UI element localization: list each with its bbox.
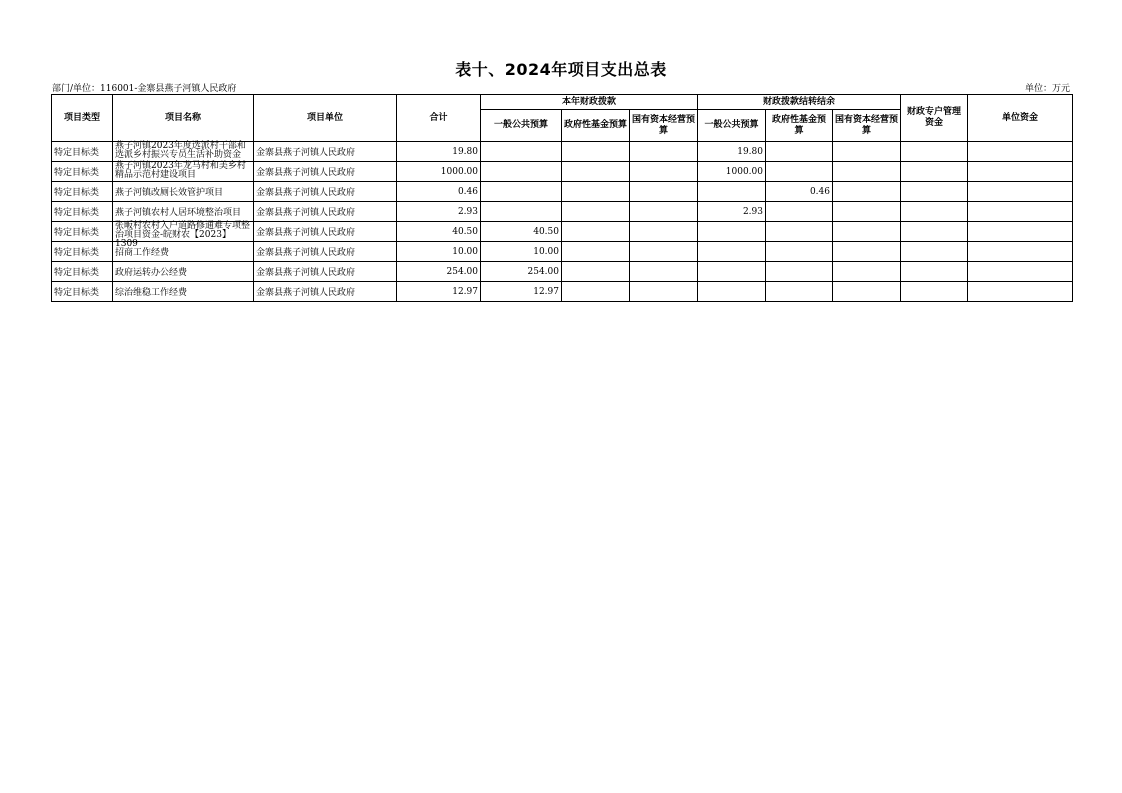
cell-project-unit: 金寨县燕子河镇人民政府 — [254, 222, 397, 242]
header-co-general-budget: 一般公共预算 — [698, 110, 766, 142]
cell-unit-fund — [968, 182, 1073, 202]
cell-cy-state-capital — [630, 262, 698, 282]
cell-co-gov-fund: 0.46 — [766, 182, 833, 202]
cell-unit-fund — [968, 162, 1073, 182]
cell-total: 12.97 — [397, 282, 481, 302]
cell-unit-fund — [968, 282, 1073, 302]
cell-cy-state-capital — [630, 142, 698, 162]
cell-project-unit: 金寨县燕子河镇人民政府 — [254, 282, 397, 302]
cell-co-gov-fund — [766, 242, 833, 262]
cell-project-name: 燕子河镇2023年度选派村干部和选派乡村振兴专员生活补助资金 — [113, 142, 254, 162]
table-row — [52, 262, 1073, 282]
header-cy-general-budget: 一般公共预算 — [481, 110, 562, 142]
cell-co-general — [698, 282, 766, 302]
cell-special-fund — [901, 182, 968, 202]
cell-cy-general: 12.97 — [481, 282, 562, 302]
cell-co-state-capital — [833, 282, 901, 302]
cell-co-gov-fund — [766, 282, 833, 302]
cell-cy-state-capital — [630, 162, 698, 182]
cell-cy-gov-fund — [562, 222, 630, 242]
table-row — [52, 242, 1073, 262]
cell-co-gov-fund — [766, 162, 833, 182]
header-unit-fund: 单位资金 — [968, 95, 1073, 142]
cell-cy-state-capital — [630, 202, 698, 222]
cell-co-state-capital — [833, 242, 901, 262]
cell-co-general: 1000.00 — [698, 162, 766, 182]
cell-co-general — [698, 242, 766, 262]
cell-project-type: 特定目标类 — [52, 242, 113, 262]
cell-project-name: 张畈村农村入户道路修通难专项整治项目资金-皖财农【2023】1309 — [113, 222, 254, 242]
cell-co-general — [698, 182, 766, 202]
cell-co-state-capital — [833, 162, 901, 182]
cell-cy-gov-fund — [562, 262, 630, 282]
page-title: 表十、2024年项目支出总表 — [455, 60, 667, 79]
cell-project-name: 综治维稳工作经费 — [113, 282, 254, 302]
cell-total: 40.50 — [397, 222, 481, 242]
cell-total: 19.80 — [397, 142, 481, 162]
cell-cy-gov-fund — [562, 202, 630, 222]
cell-unit-fund — [968, 142, 1073, 162]
cell-co-state-capital — [833, 222, 901, 242]
cell-project-type: 特定目标类 — [52, 262, 113, 282]
cell-total: 0.46 — [397, 182, 481, 202]
cell-total: 1000.00 — [397, 162, 481, 182]
cell-co-gov-fund — [766, 262, 833, 282]
cell-project-type: 特定目标类 — [52, 142, 113, 162]
unit-label: 单位：万元 — [1024, 84, 1070, 94]
cell-project-name: 政府运转办公经费 — [113, 262, 254, 282]
cell-unit-fund — [968, 202, 1073, 222]
cell-co-gov-fund — [766, 142, 833, 162]
cell-project-unit: 金寨县燕子河镇人民政府 — [254, 182, 397, 202]
cell-co-general: 19.80 — [698, 142, 766, 162]
cell-total: 254.00 — [397, 262, 481, 282]
cell-special-fund — [901, 162, 968, 182]
cell-total: 2.93 — [397, 202, 481, 222]
header-co-gov-fund-budget: 政府性基金预算 — [766, 110, 833, 142]
table-row — [52, 162, 1073, 182]
cell-project-name: 燕子河镇2023年龙马村和美乡村精品示范村建设项目 — [113, 162, 254, 182]
header-carryover-balance: 财政拨款结转结余 — [698, 95, 901, 110]
table-row — [52, 222, 1073, 242]
table-row — [52, 142, 1073, 162]
cell-co-general: 2.93 — [698, 202, 766, 222]
cell-co-general — [698, 262, 766, 282]
cell-co-gov-fund — [766, 222, 833, 242]
cell-cy-general: 40.50 — [481, 222, 562, 242]
cell-co-state-capital — [833, 182, 901, 202]
header-special-account-fund: 财政专户管理资金 — [901, 95, 968, 142]
cell-project-unit: 金寨县燕子河镇人民政府 — [254, 142, 397, 162]
department-label: 部门/单位：116001-金寨县燕子河镇人民政府 — [52, 84, 237, 94]
cell-project-name: 燕子河镇改厕长效管护项目 — [113, 182, 254, 202]
cell-co-state-capital — [833, 142, 901, 162]
table-row — [52, 182, 1073, 202]
cell-cy-state-capital — [630, 242, 698, 262]
cell-total: 10.00 — [397, 242, 481, 262]
table-row — [52, 282, 1073, 302]
cell-project-name: 招商工作经费 — [113, 242, 254, 262]
cell-unit-fund — [968, 222, 1073, 242]
cell-cy-general — [481, 182, 562, 202]
table-row — [52, 202, 1073, 222]
header-cy-state-capital-budget: 国有资本经营预算 — [630, 110, 698, 142]
cell-cy-gov-fund — [562, 242, 630, 262]
cell-special-fund — [901, 142, 968, 162]
cell-co-state-capital — [833, 262, 901, 282]
cell-project-type: 特定目标类 — [52, 182, 113, 202]
cell-project-unit: 金寨县燕子河镇人民政府 — [254, 162, 397, 182]
cell-cy-state-capital — [630, 222, 698, 242]
cell-cy-gov-fund — [562, 162, 630, 182]
header-project-type: 项目类型 — [52, 95, 113, 142]
cell-co-gov-fund — [766, 202, 833, 222]
cell-special-fund — [901, 242, 968, 262]
cell-cy-gov-fund — [562, 282, 630, 302]
cell-cy-gov-fund — [562, 142, 630, 162]
header-project-name: 项目名称 — [113, 95, 254, 142]
cell-special-fund — [901, 202, 968, 222]
cell-special-fund — [901, 222, 968, 242]
cell-co-general — [698, 222, 766, 242]
cell-cy-general — [481, 162, 562, 182]
cell-project-type: 特定目标类 — [52, 202, 113, 222]
cell-unit-fund — [968, 262, 1073, 282]
header-total: 合计 — [397, 95, 481, 142]
cell-cy-state-capital — [630, 182, 698, 202]
cell-project-unit: 金寨县燕子河镇人民政府 — [254, 202, 397, 222]
header-project-unit: 项目单位 — [254, 95, 397, 142]
cell-project-type: 特定目标类 — [52, 162, 113, 182]
cell-co-state-capital — [833, 202, 901, 222]
cell-project-type: 特定目标类 — [52, 282, 113, 302]
header-current-year-appropriation: 本年财政拨款 — [481, 95, 698, 110]
cell-project-type: 特定目标类 — [52, 222, 113, 242]
header-cy-gov-fund-budget: 政府性基金预算 — [562, 110, 630, 142]
cell-cy-gov-fund — [562, 182, 630, 202]
cell-special-fund — [901, 282, 968, 302]
cell-unit-fund — [968, 242, 1073, 262]
cell-cy-general: 254.00 — [481, 262, 562, 282]
cell-cy-state-capital — [630, 282, 698, 302]
cell-cy-general: 10.00 — [481, 242, 562, 262]
cell-special-fund — [901, 262, 968, 282]
cell-project-name: 燕子河镇农村人居环境整治项目 — [113, 202, 254, 222]
cell-project-unit: 金寨县燕子河镇人民政府 — [254, 242, 397, 262]
cell-cy-general — [481, 142, 562, 162]
header-co-state-capital-budget: 国有资本经营预算 — [833, 110, 901, 142]
cell-project-unit: 金寨县燕子河镇人民政府 — [254, 262, 397, 282]
cell-cy-general — [481, 202, 562, 222]
project-expenditure-table — [51, 94, 1073, 302]
